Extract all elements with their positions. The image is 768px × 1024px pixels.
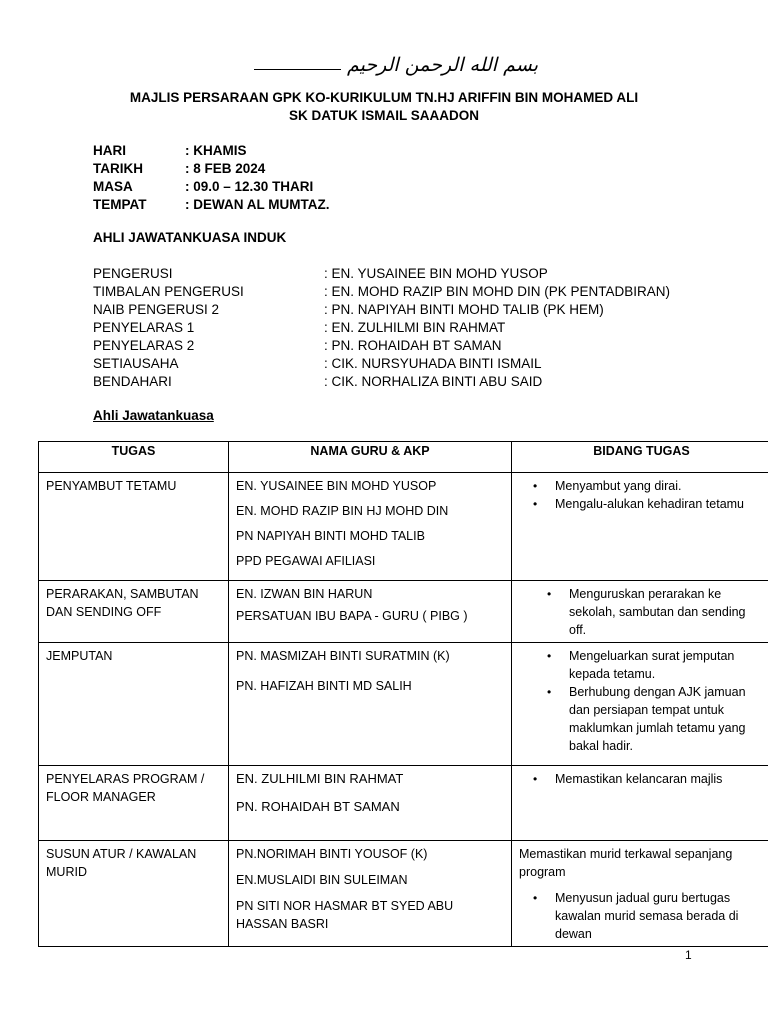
officer-name: : CIK. NORHALIZA BINTI ABU SAID [324, 374, 543, 389]
member-name: EN. MOHD RAZIP BIN HJ MOHD DIN [236, 504, 449, 518]
officer-row [93, 373, 670, 391]
header-tugas: TUGAS [39, 442, 229, 473]
member-name: EN. IZWAN BIN HARUN [236, 587, 373, 601]
member-name: PN. ROHAIDAH BT SAMAN [236, 799, 400, 814]
task-cell: PENYAMBUT TETAMU [39, 473, 229, 581]
table-header-row [39, 442, 768, 473]
member-name: PN. HAFIZAH BINTI MD SALIH [236, 679, 412, 693]
officer-row [93, 265, 670, 283]
officer-row [93, 355, 670, 373]
names-cell [229, 766, 512, 841]
detail-label: TARIKH [93, 161, 143, 176]
document-title: MAJLIS PERSARAAN GPK KO-KURIKULUM TN.HJ ARIFFIN BIN MOHAMED ALI [129, 90, 639, 105]
officer-role: NAIB PENGERUSI 2 [93, 302, 220, 317]
officer-row [93, 337, 670, 355]
detail-label: TEMPAT [93, 197, 147, 212]
committee-title: Ahli Jawatankuasa [93, 408, 214, 423]
officer-name: : EN. MOHD RAZIP BIN MOHD DIN (PK PENTADBIRAN) [324, 284, 671, 299]
member-name: EN.MUSLAIDI BIN SULEIMAN [236, 873, 408, 887]
header-bidang-tugas: BIDANG TUGAS [512, 442, 768, 473]
officer-row [93, 319, 670, 337]
member-name: EN. ZULHILMI BIN RAHMAT [236, 771, 404, 786]
header-nama-guru: NAMA GURU & AKP [229, 442, 512, 473]
table-row [39, 643, 768, 766]
calligraphy-stroke [254, 69, 341, 70]
table-row [39, 581, 768, 643]
duty-item: • Menguruskan perarakan ke sekolah, sambutan dan sending off. [569, 585, 764, 639]
officer-name: : EN. ZULHILMI BIN RAHMAT [324, 320, 506, 335]
duties-cell [512, 766, 768, 841]
duty-item: • Mengalu-alukan kehadiran tetamu [555, 495, 764, 513]
detail-value: : 8 FEB 2024 [185, 161, 266, 176]
detail-label: HARI [93, 143, 126, 158]
main-committee-title: AHLI JAWATANKUASA INDUK [93, 230, 287, 245]
member-name: EN. YUSAINEE BIN MOHD YUSOP [236, 479, 437, 493]
names-cell [229, 643, 512, 766]
names-cell [229, 841, 512, 947]
officer-role: SETIAUSAHA [93, 356, 179, 371]
officer-name: : PN. NAPIYAH BINTI MOHD TALIB (PK HEM) [324, 302, 604, 317]
member-name: PPD PEGAWAI AFILIASI [236, 554, 376, 568]
duty-item: • Menyambut yang dirai. [555, 477, 764, 495]
duty-item: • Mengeluarkan surat jemputan kepada tetamu. [569, 647, 764, 683]
main-committee-list [93, 265, 670, 391]
officer-name: : CIK. NURSYUHADA BINTI ISMAIL [324, 356, 542, 371]
detail-row [93, 178, 329, 196]
detail-value: : DEWAN AL MUMTAZ. [185, 197, 330, 212]
officer-row [93, 283, 670, 301]
duty-item: • Berhubung dengan AJK jamuan dan persiapan tempat untuk maklumkan jumlah tetamu yang bakal hadir. [569, 683, 764, 755]
duty-item: • Menyusun jadual guru bertugas kawalan murid semasa berada di dewan [555, 889, 764, 943]
officer-role: BENDAHARI [93, 374, 172, 389]
names-cell [229, 581, 512, 643]
detail-value: : 09.0 – 12.30 THARI [185, 179, 314, 194]
member-name: PN SITI NOR HASMAR BT SYED ABU HASSAN BASRI [236, 899, 454, 931]
table-row [39, 841, 768, 947]
member-name: PN.NORIMAH BINTI YOUSOF (K) [236, 847, 428, 861]
detail-label: MASA [93, 179, 133, 194]
page-number: 1 [685, 948, 692, 962]
officer-role: TIMBALAN PENGERUSI [93, 284, 244, 299]
table-row [39, 766, 768, 841]
task-cell: PENYELARAS PROGRAM / FLOOR MANAGER [39, 766, 229, 841]
duty-item: • Memastikan kelancaran majlis [555, 770, 764, 788]
member-name: PN NAPIYAH BINTI MOHD TALIB [236, 529, 425, 543]
task-cell: JEMPUTAN [39, 643, 229, 766]
committee-table [38, 441, 768, 947]
school-name: SK DATUK ISMAIL SAAADON [288, 108, 479, 123]
officer-role: PENGERUSI [93, 266, 173, 281]
bismillah-calligraphy [248, 48, 538, 82]
duty-text: Memastikan murid terkawal sepanjang program [519, 847, 733, 879]
names-cell [229, 473, 512, 581]
task-cell: PERARAKAN, SAMBUTAN DAN SENDING OFF [39, 581, 229, 643]
officer-name: : PN. ROHAIDAH BT SAMAN [324, 338, 502, 353]
event-details [93, 142, 329, 214]
member-name: PERSATUAN IBU BAPA - GURU ( PIBG ) [236, 609, 468, 623]
table-row [39, 473, 768, 581]
bismillah-text: بسم الله الرحمن الرحيم [347, 54, 538, 76]
detail-row [93, 196, 329, 214]
officer-role: PENYELARAS 2 [93, 338, 195, 353]
duties-cell [512, 643, 768, 766]
detail-row [93, 160, 329, 178]
duties-cell [512, 473, 768, 581]
detail-row [93, 142, 329, 160]
member-name: PN. MASMIZAH BINTI SURATMIN (K) [236, 649, 450, 663]
officer-row [93, 301, 670, 319]
officer-name: : EN. YUSAINEE BIN MOHD YUSOP [324, 266, 548, 281]
officer-role: PENYELARAS 1 [93, 320, 195, 335]
task-cell: SUSUN ATUR / KAWALAN MURID [39, 841, 229, 947]
duties-cell [512, 841, 768, 947]
duties-cell [512, 581, 768, 643]
detail-value: : KHAMIS [185, 143, 247, 158]
